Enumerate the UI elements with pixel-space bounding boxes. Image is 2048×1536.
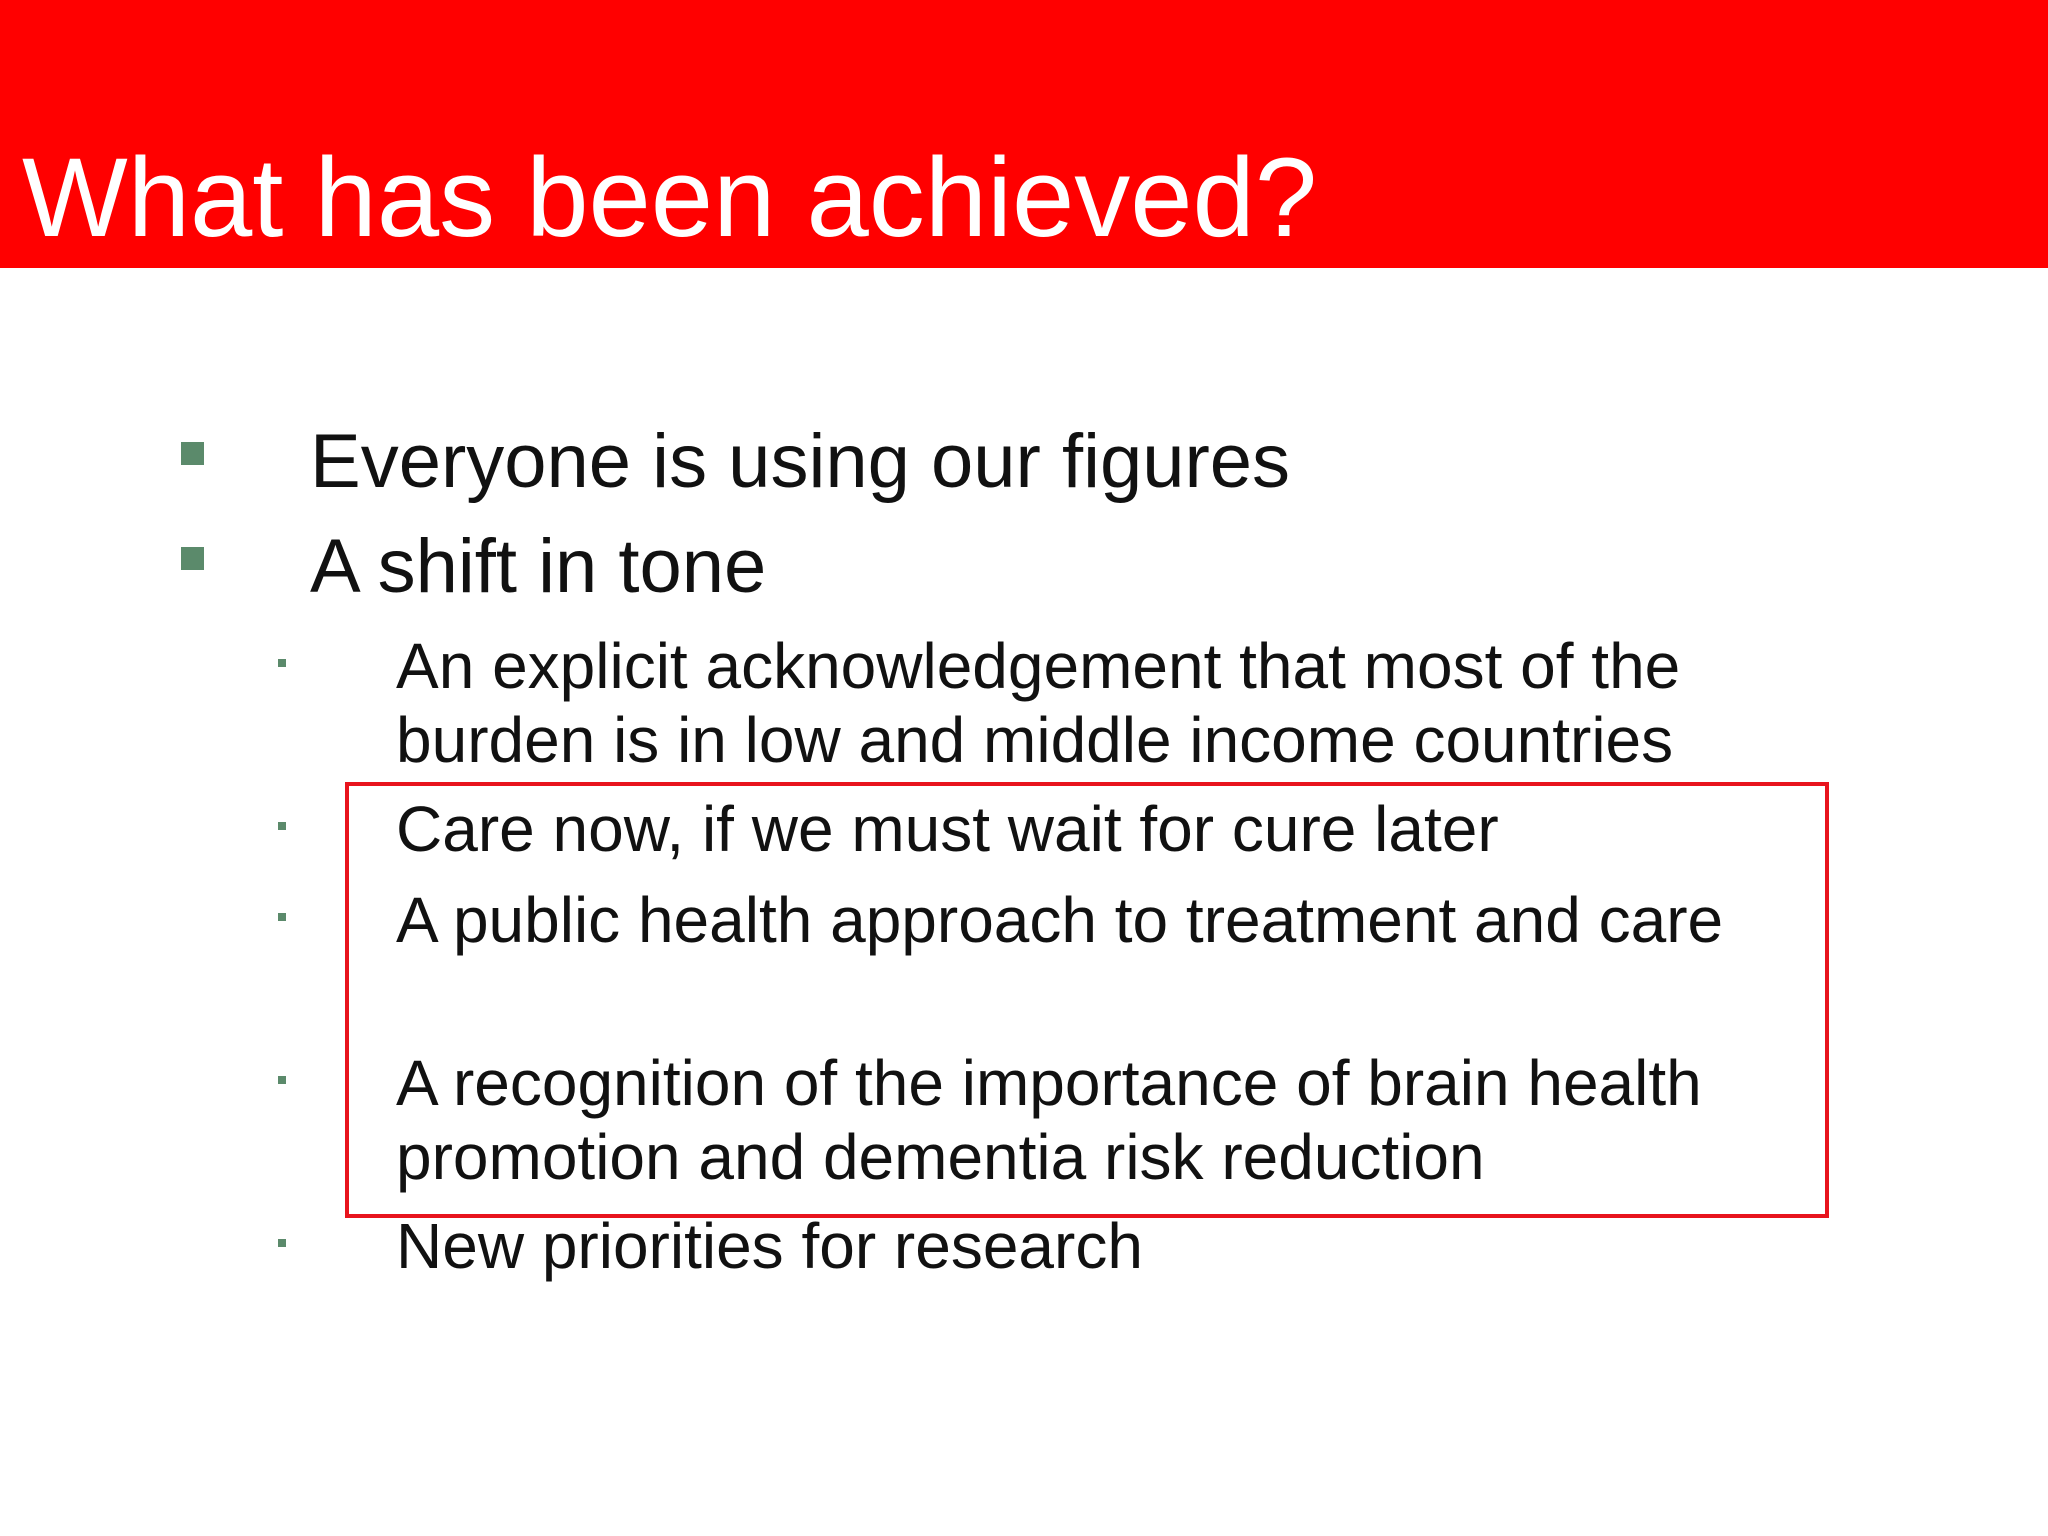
sub-bullet-square-icon	[278, 659, 286, 667]
bullet-square-icon	[181, 442, 204, 465]
sub-bullet-square-icon	[278, 822, 286, 830]
sub-bullet-text-research: New priorities for research	[396, 1210, 1143, 1282]
sub-bullet-square-icon	[278, 913, 286, 921]
bullet-text-everyone-using-figures: Everyone is using our figures	[310, 419, 1291, 504]
slide-title: What has been achieved?	[22, 135, 1318, 260]
sub-bullet-text-public-health: A public health approach to treatment and care	[396, 884, 1724, 956]
sub-bullet-text-acknowledgement: An explicit acknowledgement that most of the burden is in low and middle income countries	[396, 630, 1681, 776]
sub-bullet-text-care-now: Care now, if we must wait for cure later	[396, 793, 1499, 865]
bullet-text-shift-in-tone: A shift in tone	[310, 524, 767, 609]
highlight-box	[345, 782, 1829, 1218]
sub-bullet-text-brain-health: A recognition of the importance of brain health promotion and dementia risk reduction	[396, 1047, 1702, 1193]
sub-bullet-square-icon	[278, 1239, 286, 1247]
bullet-square-icon	[181, 547, 204, 570]
sub-bullet-square-icon	[278, 1076, 286, 1084]
